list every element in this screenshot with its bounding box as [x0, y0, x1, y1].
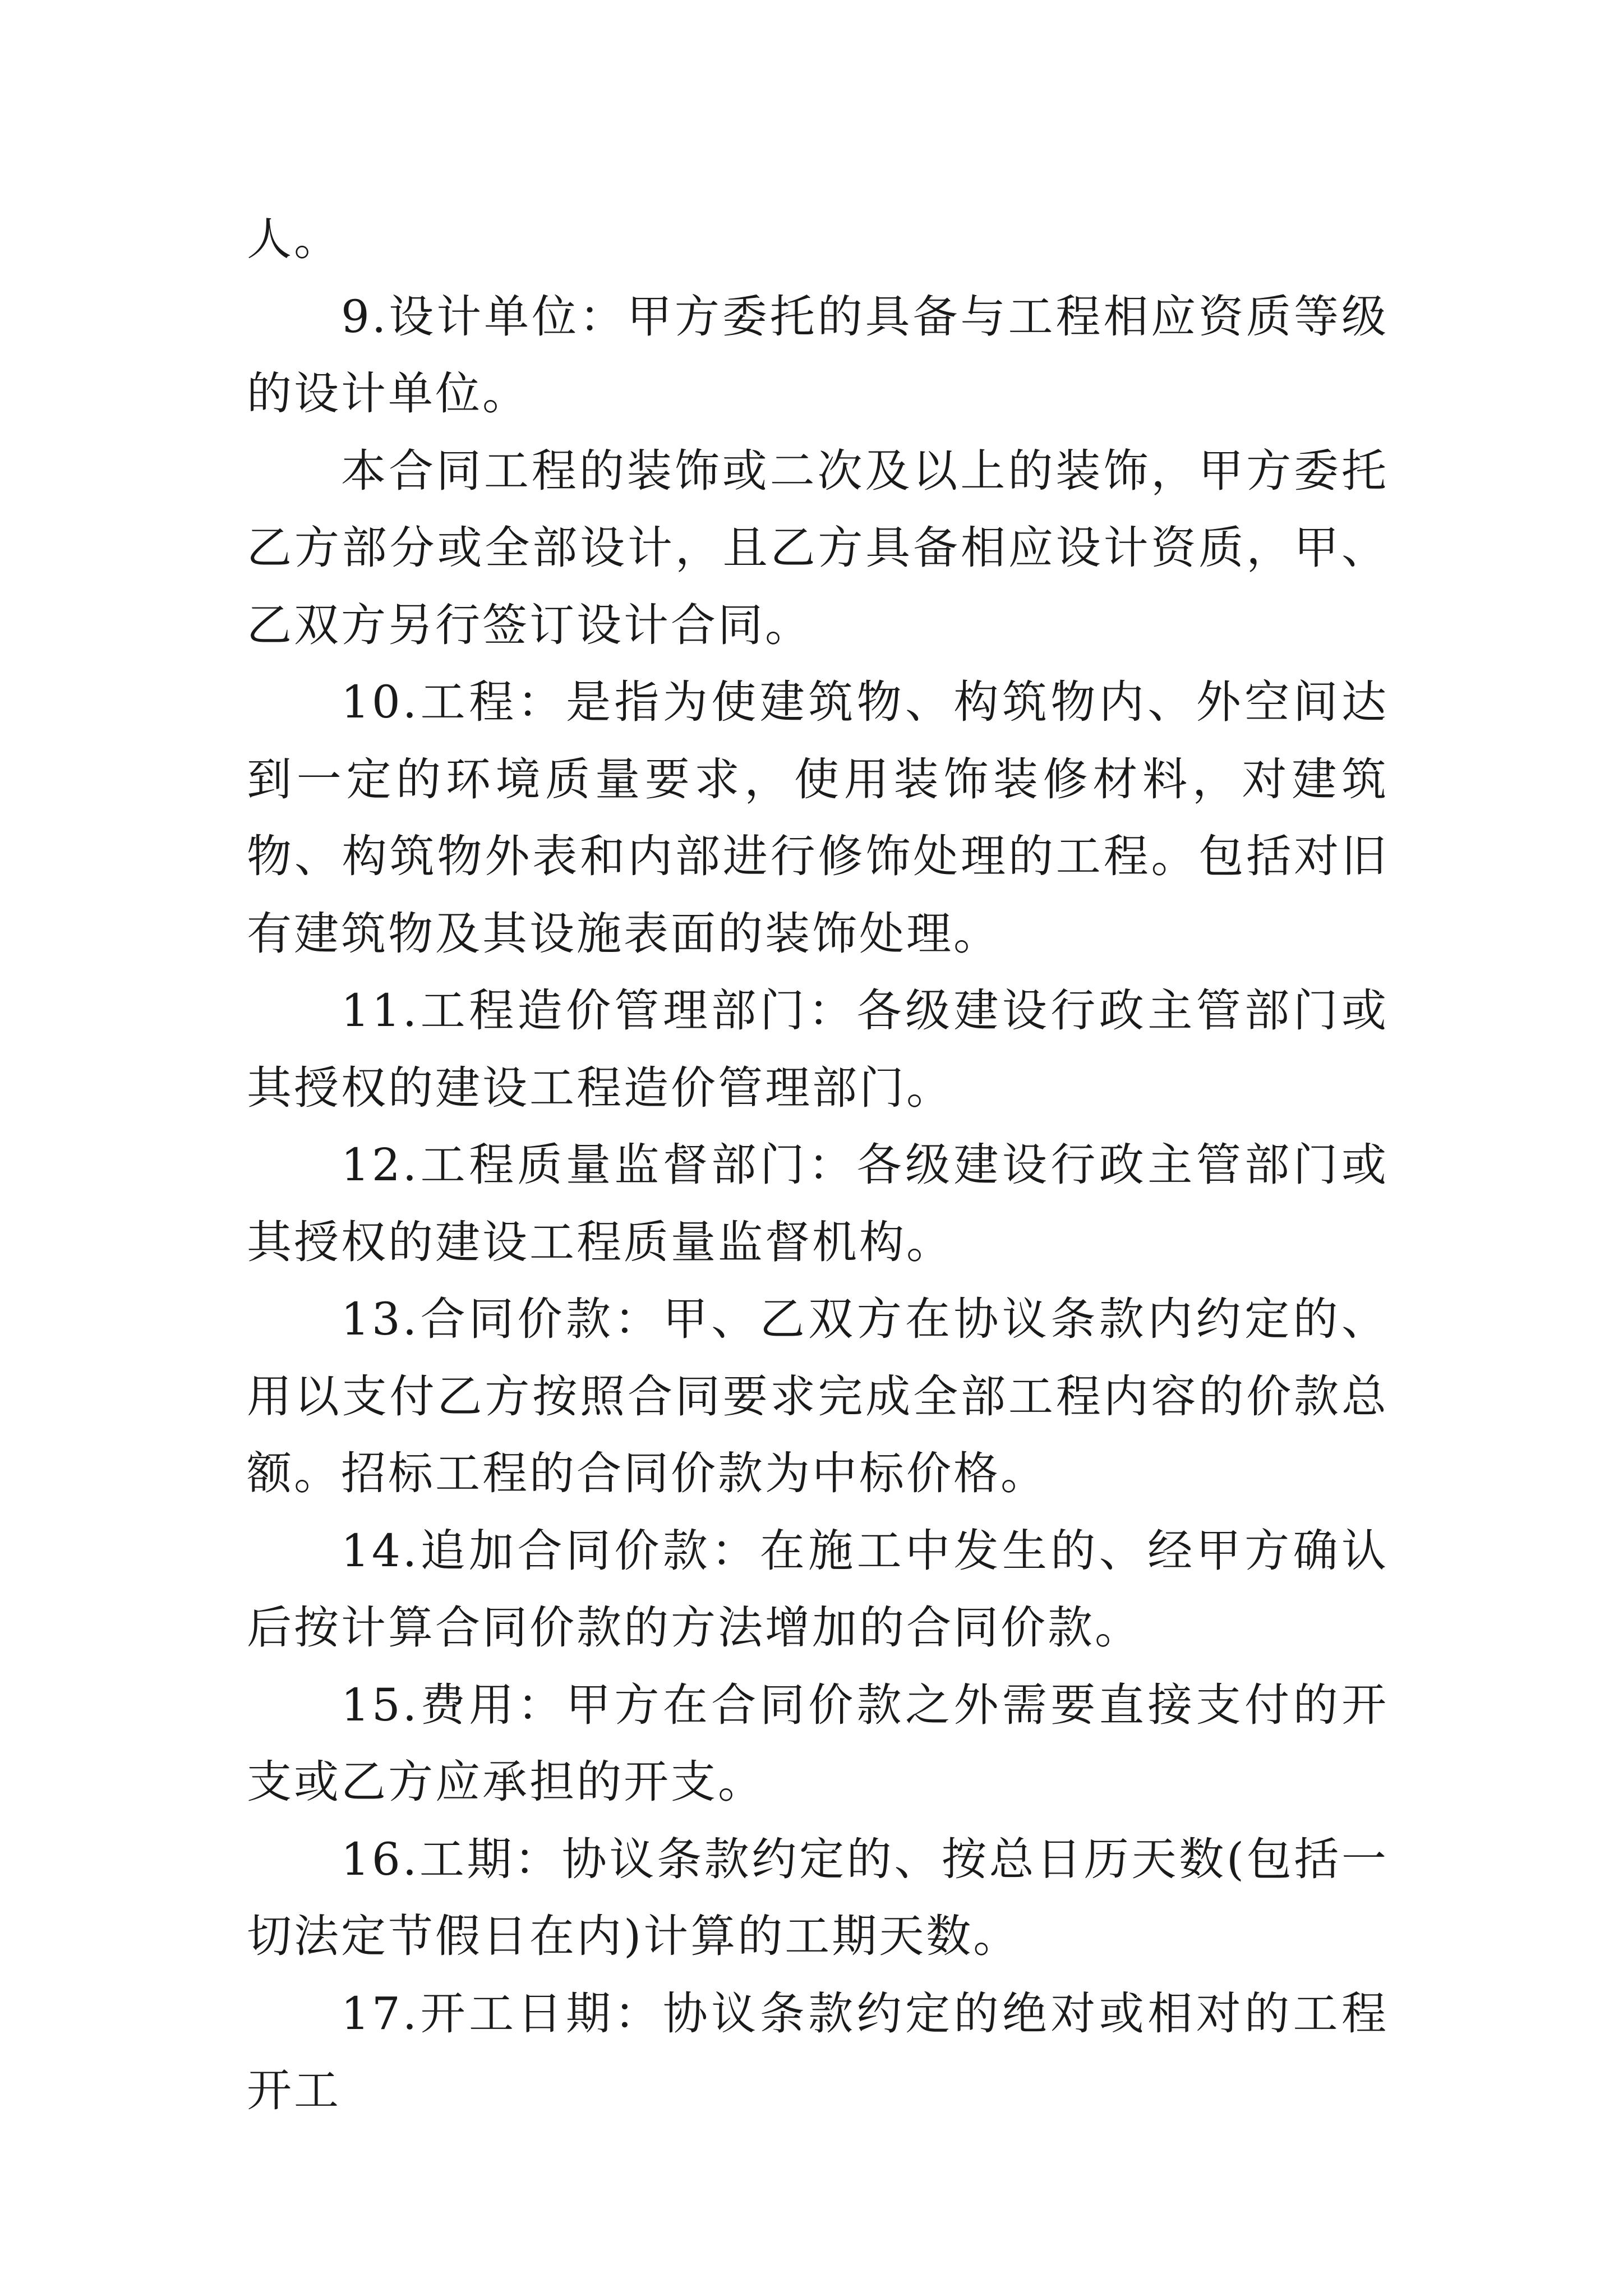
- paragraph-item-11: 11.工程造价管理部门：各级建设行政主管部门或其授权的建设工程造价管理部门。: [247, 984, 1389, 1114]
- document-body: [247, 201, 1389, 2129]
- paragraph-item-15: 15.费用：甲方在合同价款之外需要直接支付的开支或乙方应承担的开支。: [247, 1678, 1389, 1808]
- paragraph-item-14: 14.追加合同价款：在施工中发生的、经甲方确认后按计算合同价款的方法增加的合同价款。: [247, 1524, 1389, 1654]
- paragraph-item-10: 10.工程：是指为使建筑物、构筑物内、外空间达到一定的环境质量要求，使用装饰装修材料，对建筑物、构筑物外表和内部进行修饰处理的工程。包括对旧有建筑物及其设施表面的装饰处理。: [247, 676, 1389, 960]
- paragraph-item-9: 9.设计单位：甲方委托的具备与工程相应资质等级的设计单位。: [247, 290, 1389, 420]
- paragraph-item-13: 13.合同价款：甲、乙双方在协议条款内约定的、用以支付乙方按照合同要求完成全部工程内容的价款总额。招标工程的合同价款为中标价格。: [247, 1293, 1389, 1499]
- paragraph-continuation: 人。: [247, 213, 341, 265]
- paragraph-design-note: 本合同工程的装饰或二次及以上的装饰，甲方委托乙方部分或全部设计，且乙方具备相应设计资质，甲、乙双方另行签订设计合同。: [247, 444, 1389, 651]
- paragraph-item-16: 16.工期：协议条款约定的、按总日历天数(包括一切法定节假日在内)计算的工期天数。: [247, 1833, 1389, 1962]
- paragraph-item-12: 12.工程质量监督部门：各级建设行政主管部门或其授权的建设工程质量监督机构。: [247, 1139, 1389, 1268]
- paragraph-item-17: 17.开工日期：协议条款约定的绝对或相对的工程开工: [247, 1987, 1389, 2116]
